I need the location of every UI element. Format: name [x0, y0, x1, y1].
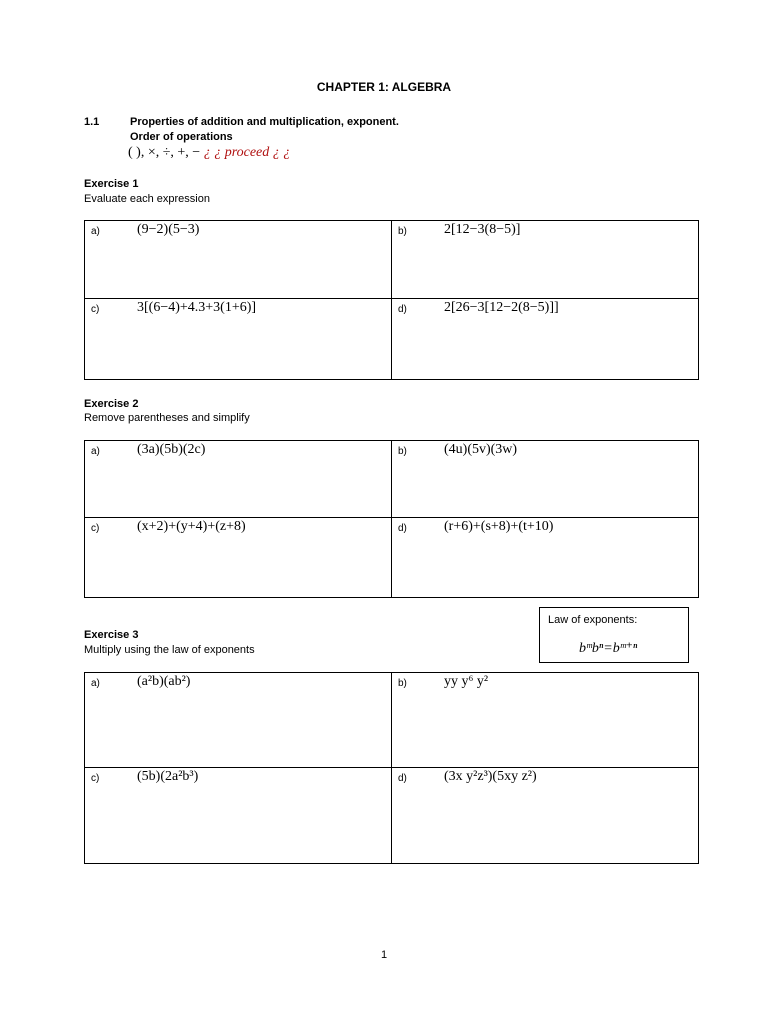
exercise-3-cell-d	[392, 768, 699, 864]
exercise-1-instruction: Evaluate each expression	[84, 193, 210, 205]
item-expression: (9−2)(5−3)	[137, 222, 200, 237]
item-label: a)	[91, 226, 100, 237]
exercise-3-instruction: Multiply using the law of exponents	[84, 644, 255, 656]
exercise-1-cell-b	[392, 221, 699, 299]
page-number: 1	[380, 949, 388, 961]
item-expression: (4u)(5v)(3w)	[444, 442, 518, 457]
item-expression: 3[(6−4)+4.3+3(1+6)]	[137, 300, 257, 315]
item-label: c)	[91, 773, 100, 784]
exercise-3-cell-b	[392, 673, 699, 768]
chapter-title: CHAPTER 1: ALGEBRA	[316, 80, 452, 94]
law-formula: bᵐbⁿ=bᵐ⁺ⁿ	[579, 641, 638, 656]
item-expression: (r+6)+(s+8)+(t+10)	[444, 519, 554, 534]
item-expression: 2[26−3[12−2(8−5)]]	[444, 300, 559, 315]
exercise-2-instruction: Remove parentheses and simplify	[84, 412, 250, 424]
exercise-2-cell-b	[392, 441, 699, 518]
exercise-2-cell-d	[392, 518, 699, 598]
item-expression: (3x y²z³)(5xy z²)	[444, 769, 537, 784]
item-label: b)	[398, 226, 407, 237]
exercise-2-heading: Exercise 2	[84, 398, 139, 410]
item-label: d)	[398, 304, 407, 315]
item-expression: 2[12−3(8−5)]	[444, 222, 521, 237]
item-expression: yy y⁶ y²	[444, 674, 489, 689]
item-label: d)	[398, 523, 407, 534]
item-expression: (5b)(2a²b³)	[137, 769, 199, 784]
exercise-3-cell-a	[85, 673, 392, 768]
item-label: b)	[398, 446, 407, 457]
exercise-1-cell-d	[392, 299, 699, 380]
exercise-2-table	[84, 440, 699, 598]
item-expression: (a²b)(ab²)	[137, 674, 191, 689]
exercise-1-table	[84, 220, 699, 380]
item-label: d)	[398, 773, 407, 784]
section-subtitle: Order of operations	[130, 131, 233, 143]
order-operators: ( ), ×, ÷, +, −	[128, 145, 201, 160]
item-label: a)	[91, 678, 100, 689]
exercise-3-cell-c	[85, 768, 392, 864]
item-label: c)	[91, 304, 100, 315]
section-title: Properties of addition and multiplication, exponent.	[130, 116, 399, 128]
item-expression: (x+2)+(y+4)+(z+8)	[137, 519, 246, 534]
exercise-3-table	[84, 672, 699, 864]
order-proceed: ¿ ¿ proceed ¿ ¿	[203, 145, 291, 160]
item-label: c)	[91, 523, 100, 534]
exercise-2-cell-a	[85, 441, 392, 518]
exercise-1-heading: Exercise 1	[84, 178, 139, 190]
item-expression: (3a)(5b)(2c)	[137, 442, 206, 457]
order-of-operations	[128, 145, 290, 161]
item-label: a)	[91, 446, 100, 457]
exercise-2-cell-c	[85, 518, 392, 598]
section-number: 1.1	[84, 116, 100, 128]
exercise-3-heading: Exercise 3	[84, 629, 139, 641]
law-of-exponents-box	[539, 607, 689, 663]
law-title: Law of exponents:	[548, 614, 638, 626]
exercise-1-cell-c	[85, 299, 392, 380]
item-label: b)	[398, 678, 407, 689]
exercise-1-cell-a	[85, 221, 392, 299]
